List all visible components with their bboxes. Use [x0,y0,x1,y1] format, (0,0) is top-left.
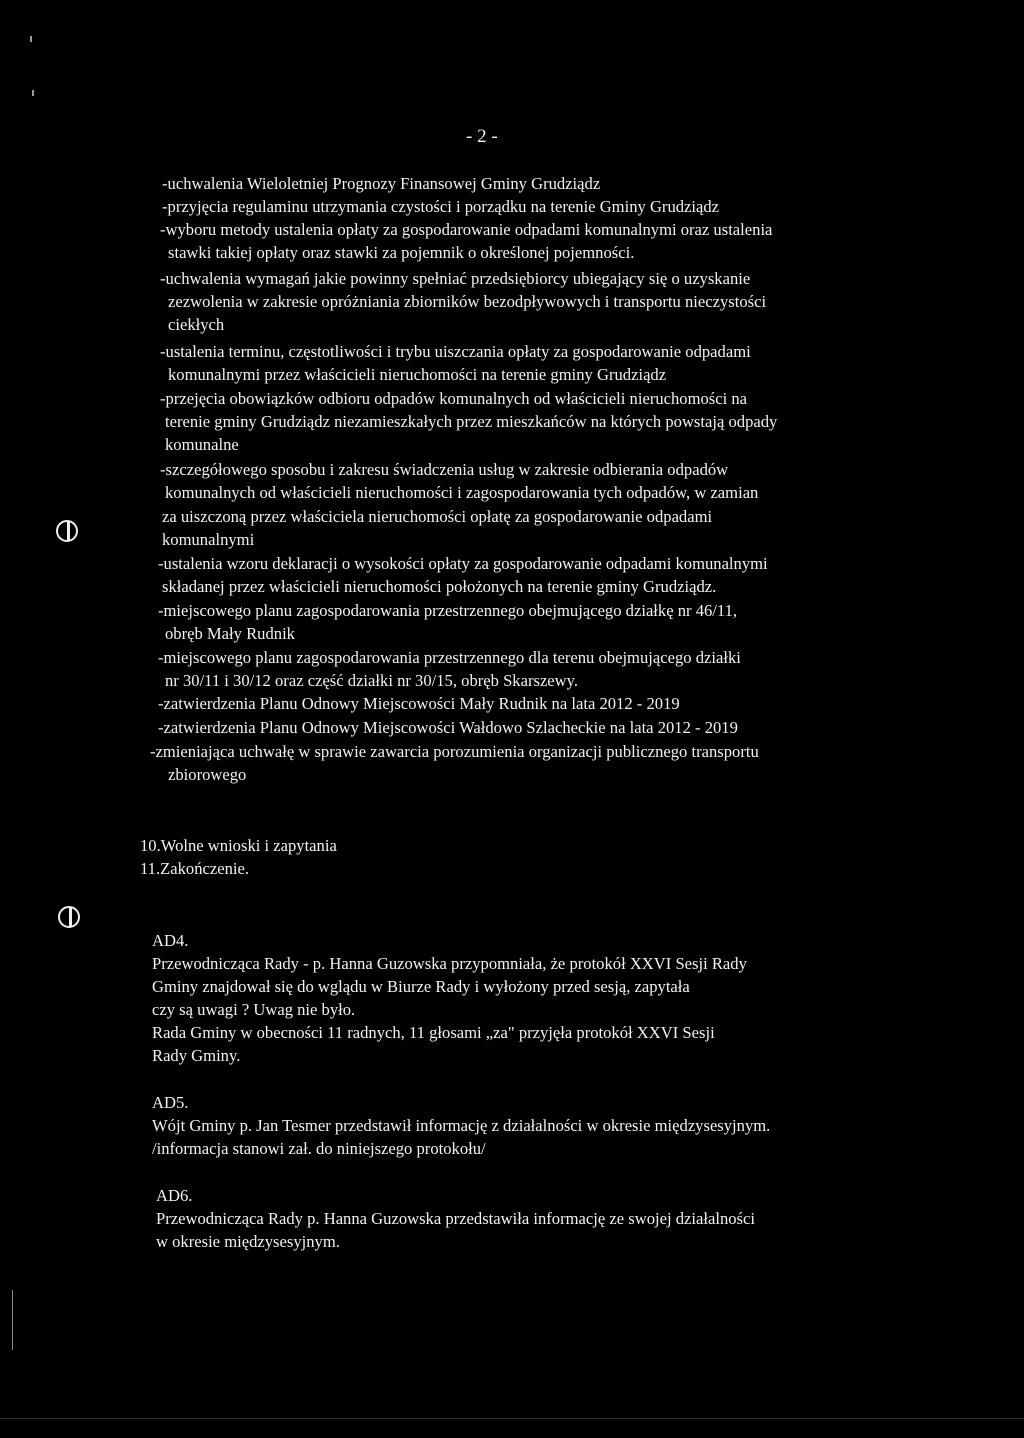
agenda-line: składanej przez właścicieli nieruchomości położonych na terenie gminy Grudziądz. [162,577,717,596]
ad6-line: Przewodnicząca Rady p. Hanna Guzowska przedstawiła informację ze swojej działalności [156,1209,755,1228]
agenda-line: zezwolenia w zakresie opróżniania zbiorników bezodpływowych i transportu nieczystości [168,292,767,311]
ad4-line: Rady Gminy. [152,1046,241,1065]
agenda-line: -ustalenia wzoru deklaracji o wysokości opłaty za gospodarowanie odpadami komunalnymi [158,554,768,573]
ad5-heading: AD5. [152,1093,189,1112]
agenda-line: komunalnymi przez właścicieli nieruchomości na terenie gminy Grudziądz [168,365,667,384]
ad6-heading: AD6. [156,1186,193,1205]
agenda-line: -zmieniająca uchwałę w sprawie zawarcia porozumienia organizacji publicznego transportu [150,742,759,761]
scan-mark [30,36,32,42]
ad5-line: /informacja stanowi zał. do niniejszego protokołu/ [152,1139,486,1158]
agenda-line: terenie gminy Grudziądz niezamieszkałych przez mieszkańców na których powstają odpady [165,412,778,431]
closing-item: 10.Wolne wnioski i zapytania [140,836,337,855]
scan-edge-line [12,1290,13,1350]
agenda-line: komunalnymi [162,530,255,549]
agenda-line: -zatwierdzenia Planu Odnowy Miejscowości Mały Rudnik na lata 2012 - 2019 [158,694,680,713]
agenda-line: -uchwalenia wymagań jakie powinny spełniać przedsiębiorcy ubiegający się o uzyskanie [160,269,751,288]
page-number: - 2 - [466,126,498,147]
agenda-line: -przyjęcia regulaminu utrzymania czystości i porządku na terenie Gminy Grudziądz [162,197,720,216]
agenda-line: zbiorowego [168,765,247,784]
agenda-line: -przejęcia obowiązków odbioru odpadów komunalnych od właścicieli nieruchomości na [160,389,748,408]
agenda-line: -miejscowego planu zagospodarowania przestrzennego dla terenu obejmującego działki [158,648,741,667]
ad4-line: Przewodnicząca Rady - p. Hanna Guzowska przypomniała, że protokół XXVI Sesji Rady [152,954,747,973]
agenda-line: -szczegółowego sposobu i zakresu świadczenia usług w zakresie odbierania odpadów [160,460,729,479]
agenda-line: nr 30/11 i 30/12 oraz część działki nr 30/15, obręb Skarszewy. [165,671,579,690]
scan-edge-line [0,1418,1024,1419]
closing-item: 11.Zakończenie. [140,859,250,878]
scan-mark [32,90,34,96]
ad4-line: Gminy znajdował się do wglądu w Biurze Rady i wyłożony przed sesją, zapytała [152,977,690,996]
ad4-heading: AD4. [152,931,189,950]
punch-hole-top [56,520,78,542]
ad6-line: w okresie międzysesyjnym. [156,1232,340,1251]
agenda-line: ciekłych [168,315,225,334]
agenda-line: -zatwierdzenia Planu Odnowy Miejscowości Wałdowo Szlacheckie na lata 2012 - 2019 [158,718,738,737]
ad4-line: Rada Gminy w obecności 11 radnych, 11 głosami „za" przyjęła protokół XXVI Sesji [152,1023,715,1042]
agenda-line: -ustalenia terminu, częstotliwości i trybu uiszczania opłaty za gospodarowanie odpadami [160,342,751,361]
agenda-line: -uchwalenia Wieloletniej Prognozy Finansowej Gminy Grudziądz [162,174,601,193]
agenda-line: za uiszczoną przez właściciela nieruchomości opłatę za gospodarowanie odpadami [162,507,713,526]
agenda-line: komunalnych od właścicieli nieruchomości i zagospodarowania tych odpadów, w zamian [165,483,759,502]
agenda-line: obręb Mały Rudnik [165,624,295,643]
punch-hole-bottom [58,906,80,928]
ad5-line: Wójt Gminy p. Jan Tesmer przedstawił informację z działalności w okresie międzysesyjnym. [152,1116,771,1135]
agenda-line: -wyboru metody ustalenia opłaty za gospodarowanie odpadami komunalnymi oraz ustalenia [160,220,773,239]
ad4-line: czy są uwagi ? Uwag nie było. [152,1000,356,1019]
agenda-line: -miejscowego planu zagospodarowania przestrzennego obejmującego działkę nr 46/11, [158,601,738,620]
agenda-line: stawki takiej opłaty oraz stawki za pojemnik o określonej pojemności. [168,243,635,262]
agenda-line: komunalne [165,435,239,454]
